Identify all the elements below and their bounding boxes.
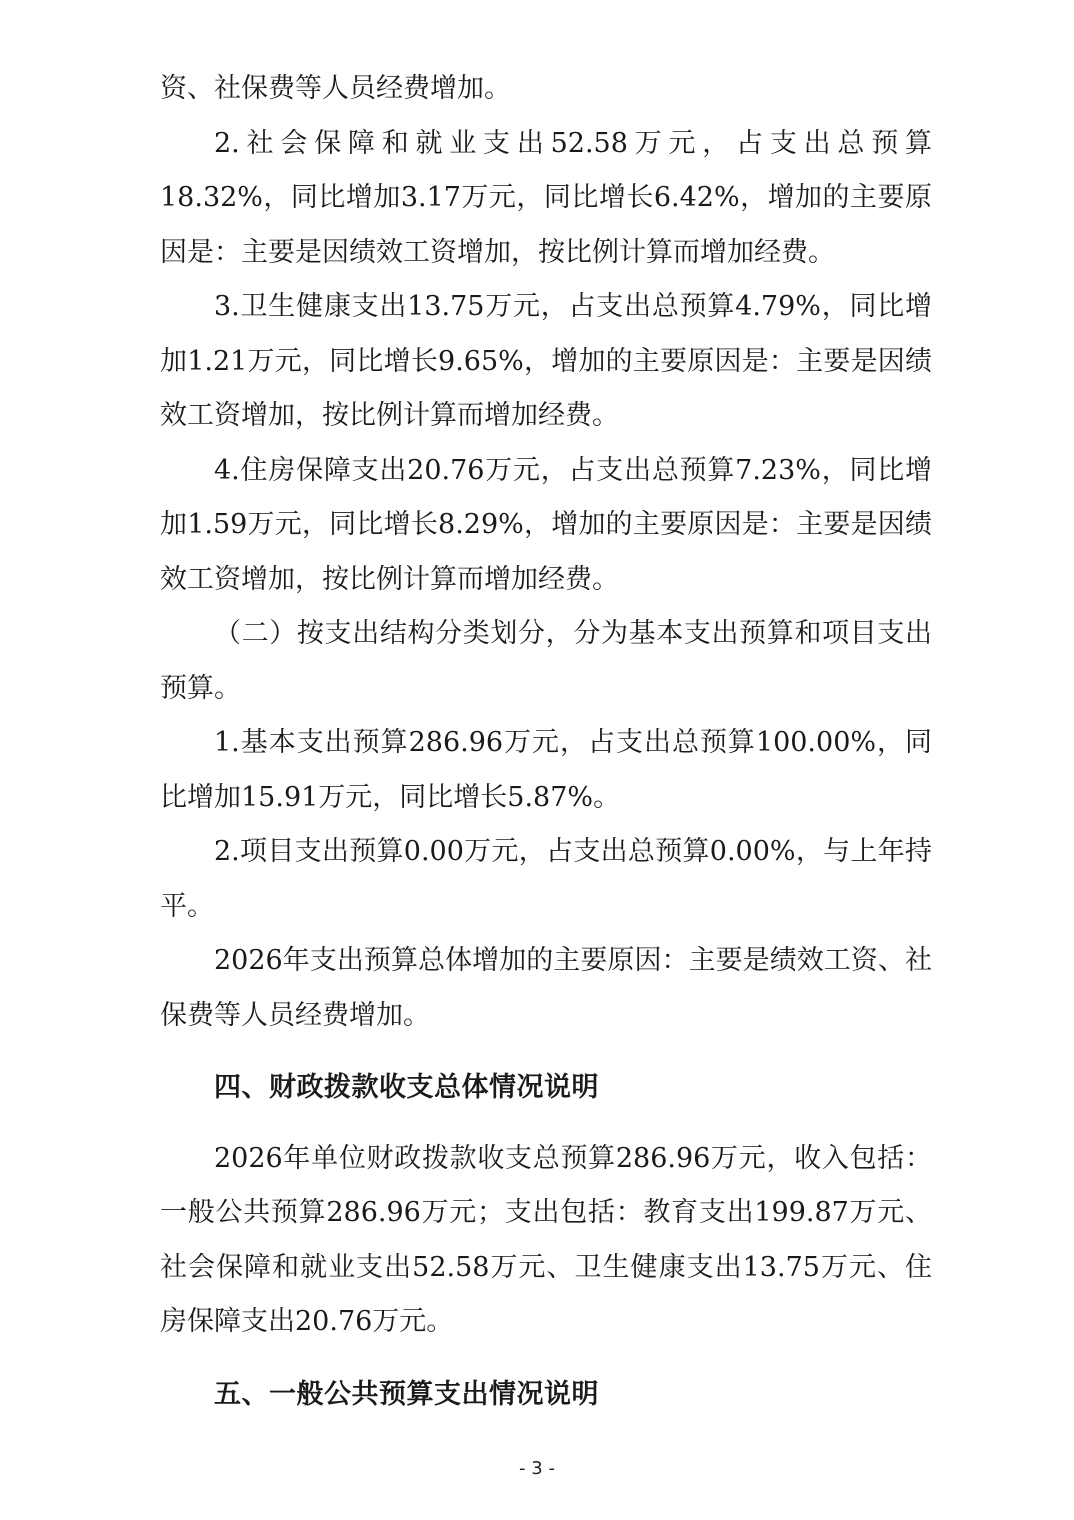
paragraph-structure-heading: （二）按支出结构分类划分，分为基本支出预算和项目支出预算。 <box>160 618 932 704</box>
paragraph-housing: 4.住房保障支出20.76万元，占支出总预算7.23%，同比增加1.59万元，同比增长8.29%，增加的主要原因是：主要是因绩效工资增加，按比例计算而增加经费。 <box>160 454 932 595</box>
paragraph-basic-expenditure: 1.基本支出预算286.96万元，占支出总预算100.00%，同比增加15.91万元，同比增长5.87%。 <box>160 727 932 813</box>
paragraph-project-expenditure: 2.项目支出预算0.00万元，占支出总预算0.00%，与上年持平。 <box>160 836 932 922</box>
page-number: - 3 - <box>519 1458 555 1479</box>
section-5-title: 五、一般公共预算支出情况说明 <box>214 1378 599 1410</box>
paragraph-health: 3.卫生健康支出13.75万元，占支出总预算4.79%，同比增加1.21万元，同比增长9.65%，增加的主要原因是：主要是因绩效工资增加，按比例计算而增加经费。 <box>160 291 932 431</box>
paragraph-continuation: 资、社保费等人员经费增加。 <box>160 73 511 104</box>
document-body <box>160 62 932 1438</box>
paragraph-social-security: 2.社会保障和就业支出52.58万元，占支出总预算18.32%，同比增加3.17万元，同比增长6.42%，增加的主要原因是：主要是因绩效工资增加，按比例计算而增加经费。 <box>160 127 932 268</box>
section-4-paragraph: 2026年单位财政拨款收支总预算286.96万元，收入包括：一般公共预算286.96万元；支出包括：教育支出199.87万元、社会保障和就业支出52.58万元、卫生健康支出13.75万元、住房保障支出20.76万元。 <box>160 1142 932 1337</box>
paragraph-overall-reason: 2026年支出预算总体增加的主要原因：主要是绩效工资、社保费等人员经费增加。 <box>160 945 932 1031</box>
section-4-title: 四、财政拨款收支总体情况说明 <box>214 1072 599 1103</box>
